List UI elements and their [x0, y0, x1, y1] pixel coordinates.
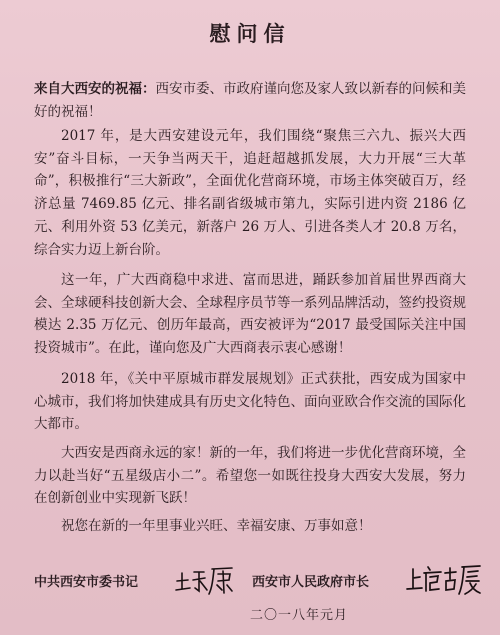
greeting-body: 西安市委、市政府谨向您及家人致以新春的问候和美好的祝福！	[34, 81, 466, 120]
paragraph-wishes: 祝您在新的一年里事业兴旺、幸福安康、万事如意！	[61, 518, 372, 534]
greeting-lead: 来自大西安的祝福：	[34, 81, 156, 97]
paragraph-business-environment: 大西安是西商永远的家！新的一年，我们将进一步优化营商环境，全力以赴当好“五星级店小二”。希望您一如既往投身大西安大发展，努力在创新创业中实现新飞跃！	[34, 445, 466, 507]
letter-title: 慰问信	[209, 21, 291, 46]
greeting-paragraph	[34, 78, 466, 123]
signer2-title: 西安市人民政府市长	[252, 575, 370, 590]
signature-row	[34, 563, 466, 597]
signer1-title: 中共西安市委书记	[34, 575, 139, 590]
paragraph-2017-achievements: 2017 年，是大西安建设元年，我们围绕“聚焦三六九、振兴大西安”奋斗目标，一天争当两天干，追赶超越抓发展，大力开展“三大革命”，积极推行“三大新政”，全面优化营商环境，市场主体突破百万，经济总量 7469.85 亿元、排名副省级城市第九，实际引进内资 2186 亿元、利用外资 53 亿美元，新落户 26 万人、引进各类人才 20.8 万名，综合实力迈上新台阶。	[34, 128, 466, 258]
paragraph-xi-merchants: 这一年，广大西商稳中求进、富而思进，踊跃参加首届世界西商大会、全球硬科技创新大会、全球程序员节等一系列品牌活动，签约投资规模达 2.35 万亿元、创历年最高，西安被评为“2017 最受国际关注中国投资城市”。在此，谨向您及广大西商表示衷心感谢！	[34, 272, 466, 357]
signer2-handwritten-signature	[406, 561, 482, 597]
signer1-handwritten-signature	[174, 563, 236, 597]
paragraph-2018-plan: 2018 年，《关中平原城市群发展规划》正式获批，西安成为国家中心城市，我们将加快建成具有历史文化特色、面向亚欧合作交流的国际化大都市。	[34, 371, 466, 433]
letter-date: 二〇一八年元月	[250, 608, 349, 623]
